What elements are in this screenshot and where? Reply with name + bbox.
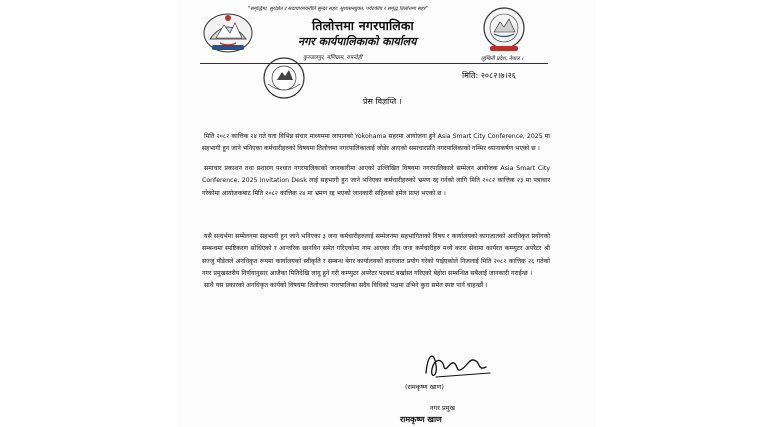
office-name: नगर कार्यपालिकाको कार्यालय — [298, 35, 417, 48]
office-address: कुञ्जलपुर, मणिग्राम, रुपन्देही — [303, 55, 363, 61]
letter-date: मिति: २०८२।७।२६ — [462, 71, 516, 80]
nepal-emblem-icon — [202, 9, 254, 54]
header-divider — [200, 63, 548, 64]
paragraph-1: मिति २०८२ कात्तिक २४ गते यता विभिन्न संचार माध्यममा जापानको Yokohama सहरमा आयोजना हुने Asia Smart City Conference, 2025 मा सहभागी हुन जाने भनिएका कर्मचारीहरुको विषयमा तिलोत्तमा नगरपालिकालाई जोडेर आएको समाचारप्रति नगरपालिकाको गम्भिर ध्यानाकर्षण भएको छ । — [202, 133, 550, 153]
municipality-seal-icon — [482, 6, 526, 54]
paragraph-2: समाचार प्रकाशन तथा प्रशारण पश्चात नगरपालिकाको जानकारीमा आएको उल्लिखित विषयमा नगरपालिकाले सम्मेलन आयोजक Asia Smart City Conference, 2025 Invitation Desk लाई सहभागी हुन जाने भनिएका कर्मचारीहरुको भ्रमण रद्द गर्नको लागि मिति २०८२ कात्तिक २३ मा पत्राचार गरेकोमा आयोजकबाट मिति २०८२ कात्तिक २४ मा भ्रमण रद्द भएको जानकारी सहितको इमेल प्राप्त भएको छ । — [202, 165, 550, 197]
office-stamp-icon — [262, 56, 306, 100]
paragraph-3: यसै सन्दर्भमा सम्मेलनमा सहभागी हुन जाने भनिएका ३ जना कर्मचारीहरुलाई सम्मेलनमा सहभागिताको विषय र कार्यालयको कागजातको अनधिकृत प्रयोगको सम्बन्धमा स्पष्टिकरण सोधिएको र आन्तरिक छानविन समेत गरिएकोमा नाम आएका तीन जना कर्मचारीहरु मध्ये करार सेवामा कार्यरत कम्प्युटर अपरेटर श्री सज्जु पौडेलले अनधिकृत रूपमा कार्यालयको स्वीकृति र सम्बन्ध बेगर कार्यालयको कागजात प्रयोग गरेको पाईएकोले निजलाई मिति २०८२ कात्तिक २६ गतेको नगर प्रमुखस्तरीय निर्णयानुसार आजैका मितिदेखि लागु हुने गरी कम्प्युटर अपरेटर पदबाट बर्खास्त गरिएको बेहोरा सम्बन्धित सबैलाई जानकारी गराईन्छ । — [202, 233, 550, 278]
province-label: लुम्बिनी प्रदेश, नेपाल । — [481, 56, 524, 62]
signatory-name-stamp: रामकृष्ण खाण — [400, 415, 442, 424]
organization-name: तिलोत्तमा नगरपालिका — [312, 18, 414, 33]
motto-line: "समृद्धिमा, सुरक्षित र सदाचारमयनीति सुन्दर सहर: सुशासनयुक्त, पर्यटकीय र समृद्ध तिलोत्तमा सहर" — [248, 6, 428, 12]
signatory-position: नगर प्रमुख — [430, 404, 455, 412]
letter-page — [178, 0, 596, 427]
signatory-name: (रामकृष्ण खाण) — [405, 383, 444, 391]
press-release-title: प्रेस विज्ञप्ति । — [363, 97, 402, 106]
paragraph-4: साथै यस प्रकारको अनधिकृत कार्यको विषयमा तिलोत्तमा नगरपालिका सदैव विधिको पक्षमा उभिने कुरा समेत स्पष्ट पार्न चाहन्छौं । — [204, 282, 488, 289]
